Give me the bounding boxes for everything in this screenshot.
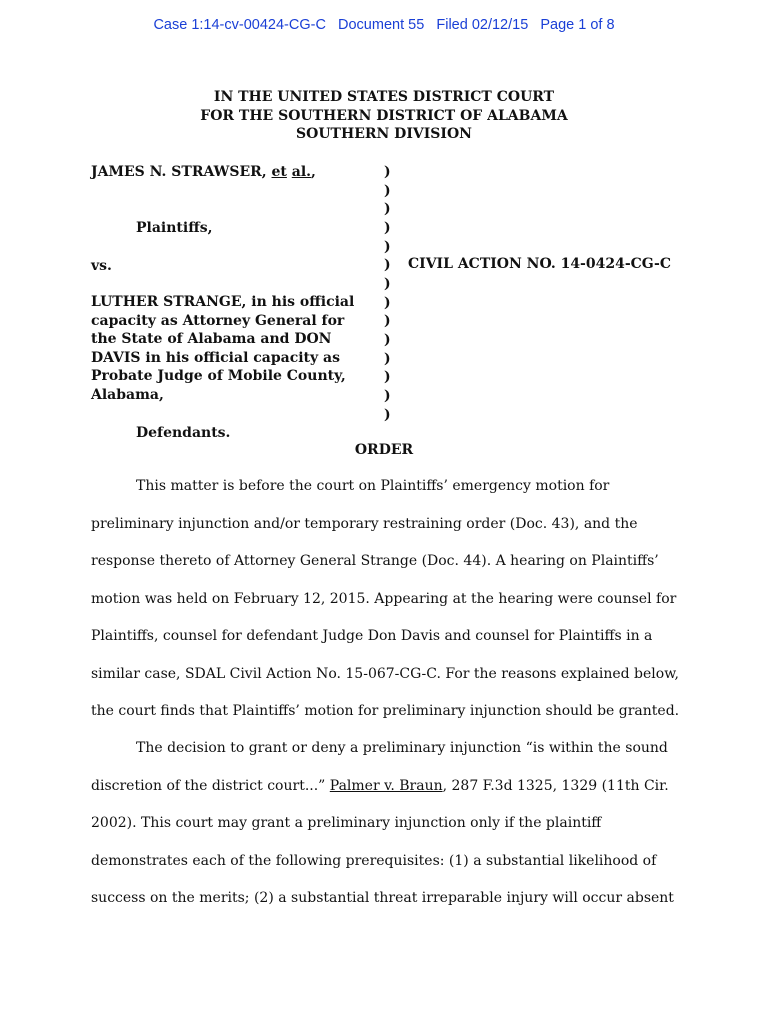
paren: ) [384, 387, 391, 404]
defendant-line-1: LUTHER STRANGE, in his official [91, 294, 355, 310]
document-number: Document 55 [338, 17, 425, 33]
defendant-line-5: Probate Judge of Mobile County, [91, 368, 346, 384]
body-line: preliminary injunction and/or temporary restraining order (Doc. 43), and the [91, 515, 638, 532]
paren: ) [384, 275, 391, 292]
body-text-segment: , 287 F.3d 1325, 1329 (11th Cir. [442, 777, 669, 794]
caption-parenthesis-column [384, 163, 394, 424]
body-line: similar case, SDAL Civil Action No. 15-067-CG-C. For the reasons explained below, [91, 665, 679, 682]
court-title [0, 88, 768, 144]
ecf-header-stamp [0, 17, 768, 33]
paren: ) [384, 238, 391, 255]
court-title-line-3: SOUTHERN DIVISION [296, 126, 472, 142]
case-number: Case 1:14-cv-00424-CG-C [153, 17, 326, 33]
body-text-segment: discretion of the district court...” [91, 777, 330, 794]
body-line: the court finds that Plaintiffs’ motion for preliminary injunction should be granted. [91, 703, 680, 719]
body-line: demonstrates each of the following prerequisites: (1) a substantial likelihood of [91, 852, 657, 869]
paren: ) [384, 369, 391, 386]
filed-date: Filed 02/12/15 [436, 17, 529, 33]
body-line: This matter is before the court on Plaintiffs’ emergency motion for [136, 478, 610, 494]
paren: ) [384, 331, 391, 348]
court-title-line-2: FOR THE SOUTHERN DISTRICT OF ALABAMA [200, 107, 568, 124]
paren: ) [384, 257, 391, 274]
body-line [91, 778, 669, 794]
body-line: motion was held on February 12, 2015. Appearing at the hearing were counsel for [91, 590, 677, 607]
paren: ) [384, 313, 391, 330]
paren: ) [384, 350, 391, 367]
defendant-line-6: Alabama, [91, 387, 164, 403]
plaintiff-suffix: , [311, 164, 316, 180]
plaintiff-name-text: JAMES N. STRAWSER, [91, 164, 272, 180]
civil-action-number: CIVIL ACTION NO. 14-0424-CG-C [408, 256, 671, 272]
plaintiff-name [91, 163, 316, 182]
paren: ) [384, 182, 391, 199]
paren: ) [384, 164, 391, 180]
page-indicator: Page 1 of 8 [540, 17, 615, 33]
case-citation: Palmer v. Braun [329, 777, 443, 794]
versus-label: vs. [91, 258, 112, 274]
paren: ) [384, 294, 391, 311]
defendant-line-3: the State of Alabama and DON [91, 331, 332, 347]
plaintiffs-label: Plaintiffs, [136, 220, 213, 236]
paren: ) [384, 201, 391, 218]
paren: ) [384, 219, 391, 236]
court-title-line-1: IN THE UNITED STATES DISTRICT COURT [213, 89, 555, 105]
body-line: response thereto of Attorney General Strange (Doc. 44). A hearing on Plaintiffs’ [91, 553, 659, 569]
paren: ) [384, 406, 391, 423]
defendants-label: Defendants. [136, 425, 231, 441]
body-line: 2002). This court may grant a preliminary injunction only if the plaintiff [91, 815, 602, 831]
defendant-line-2: capacity as Attorney General for [91, 313, 345, 329]
defendant-line-4: DAVIS in his official capacity as [91, 350, 340, 366]
body-line: The decision to grant or deny a preliminary injunction “is within the sound [136, 740, 668, 756]
body-line: success on the merits; (2) a substantial threat irreparable injury will occur absent [91, 890, 674, 906]
al-text: al. [291, 164, 312, 180]
order-heading: ORDER [354, 442, 414, 458]
et-text: et [271, 164, 287, 180]
body-line: Plaintiffs, counsel for defendant Judge Don Davis and counsel for Plaintiffs in a [91, 628, 653, 644]
